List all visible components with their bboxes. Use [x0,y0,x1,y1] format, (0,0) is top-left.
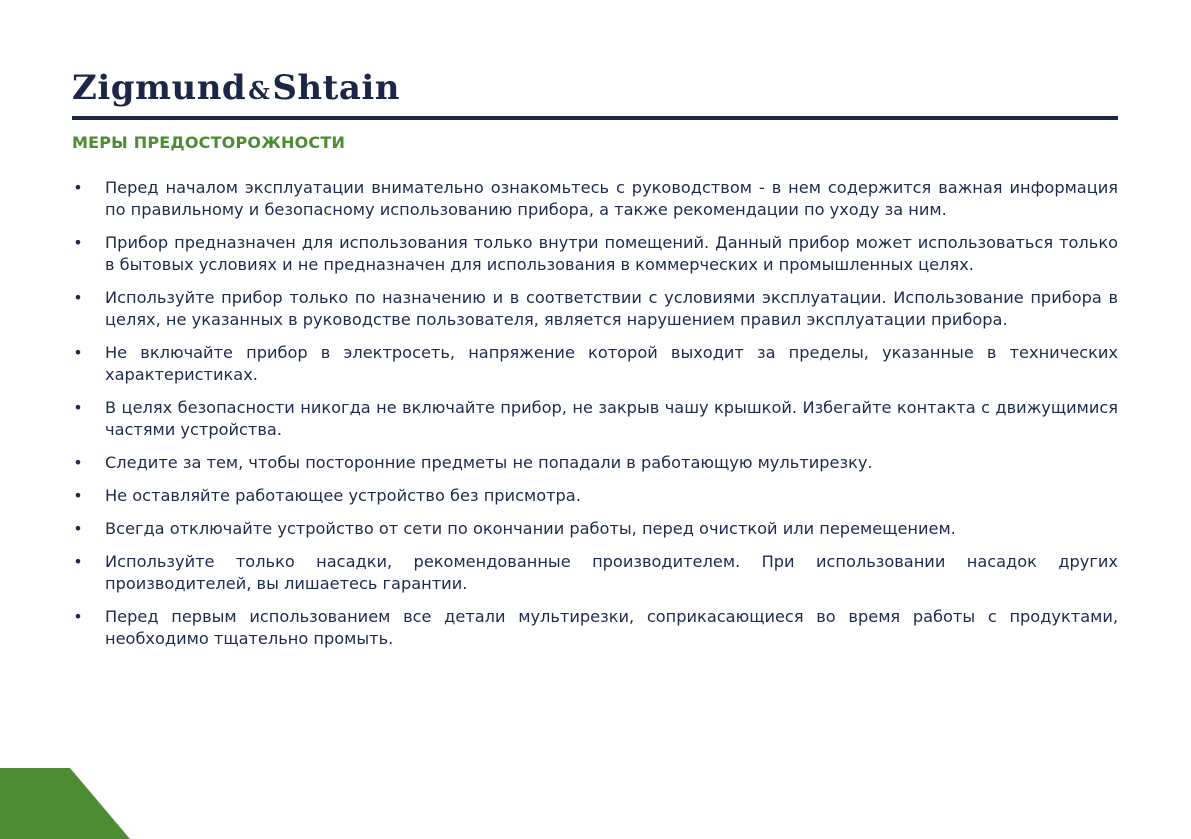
bullet-icon: • [73,343,83,362]
list-item-text: Перед первым использованием все детали мультирезки, соприкасающиеся во время работы с продуктами, необходимо тщательно промыть. [105,607,1118,648]
bullet-icon: • [73,607,83,626]
list-item [72,518,1118,540]
header-divider [72,116,1118,120]
brand-ampersand: & [248,76,271,105]
corner-decoration [0,768,130,839]
list-item-text: В целях безопасности никогда не включайте прибор, не закрыв чашу крышкой. Избегайте контакта с движущимися частями устройства. [105,398,1118,439]
list-item-text: Не включайте прибор в электросеть, напряжение которой выходит за пределы, указанные в технических характеристиках. [105,343,1118,384]
list-item-text: Используйте только насадки, рекомендованные производителем. При использовании насадок других производителей, вы лишаетесь гарантии. [105,552,1118,593]
list-item-text: Не оставляйте работающее устройство без присмотра. [105,486,581,505]
bullet-icon: • [73,178,83,197]
corner-triangle [0,768,130,839]
bullet-icon: • [73,398,83,417]
list-item [72,232,1118,276]
list-item [72,177,1118,221]
list-item-text: Перед началом эксплуатации внимательно ознакомьтесь с руководством - в нем содержится важная информация по правильному и безопасному использованию прибора, а также рекомендации по уходу за ним. [105,178,1118,219]
list-item [72,342,1118,386]
list-item-text: Прибор предназначен для использования только внутри помещений. Данный прибор может использоваться только в бытовых условиях и не предназначен для использования в коммерческих и промышленных целях. [105,233,1118,274]
list-item [72,606,1118,650]
list-item-text: Используйте прибор только по назначению и в соответствии с условиями эксплуатации. Использование прибора в целях, не указанных в руководстве пользователя, является нарушением правил эксплуатации прибора. [105,288,1118,329]
bullet-icon: • [73,519,83,538]
bullet-icon: • [73,552,83,571]
brand-logo [72,68,400,111]
brand-name-right: Shtain [272,68,401,108]
list-item-text: Всегда отключайте устройство от сети по окончании работы, перед очисткой или перемещением. [105,519,956,538]
precautions-list [72,177,1118,661]
list-item [72,485,1118,507]
list-item [72,452,1118,474]
list-item-text: Следите за тем, чтобы посторонние предметы не попадали в работающую мультирезку. [105,453,873,472]
brand-name-left: Zigmund [72,68,247,108]
section-title: МЕРЫ ПРЕДОСТОРОЖНОСТИ [72,133,346,152]
bullet-icon: • [73,288,83,307]
bullet-icon: • [73,453,83,472]
bullet-icon: • [73,486,83,505]
list-item [72,397,1118,441]
bullet-icon: • [73,233,83,252]
list-item [72,287,1118,331]
list-item [72,551,1118,595]
